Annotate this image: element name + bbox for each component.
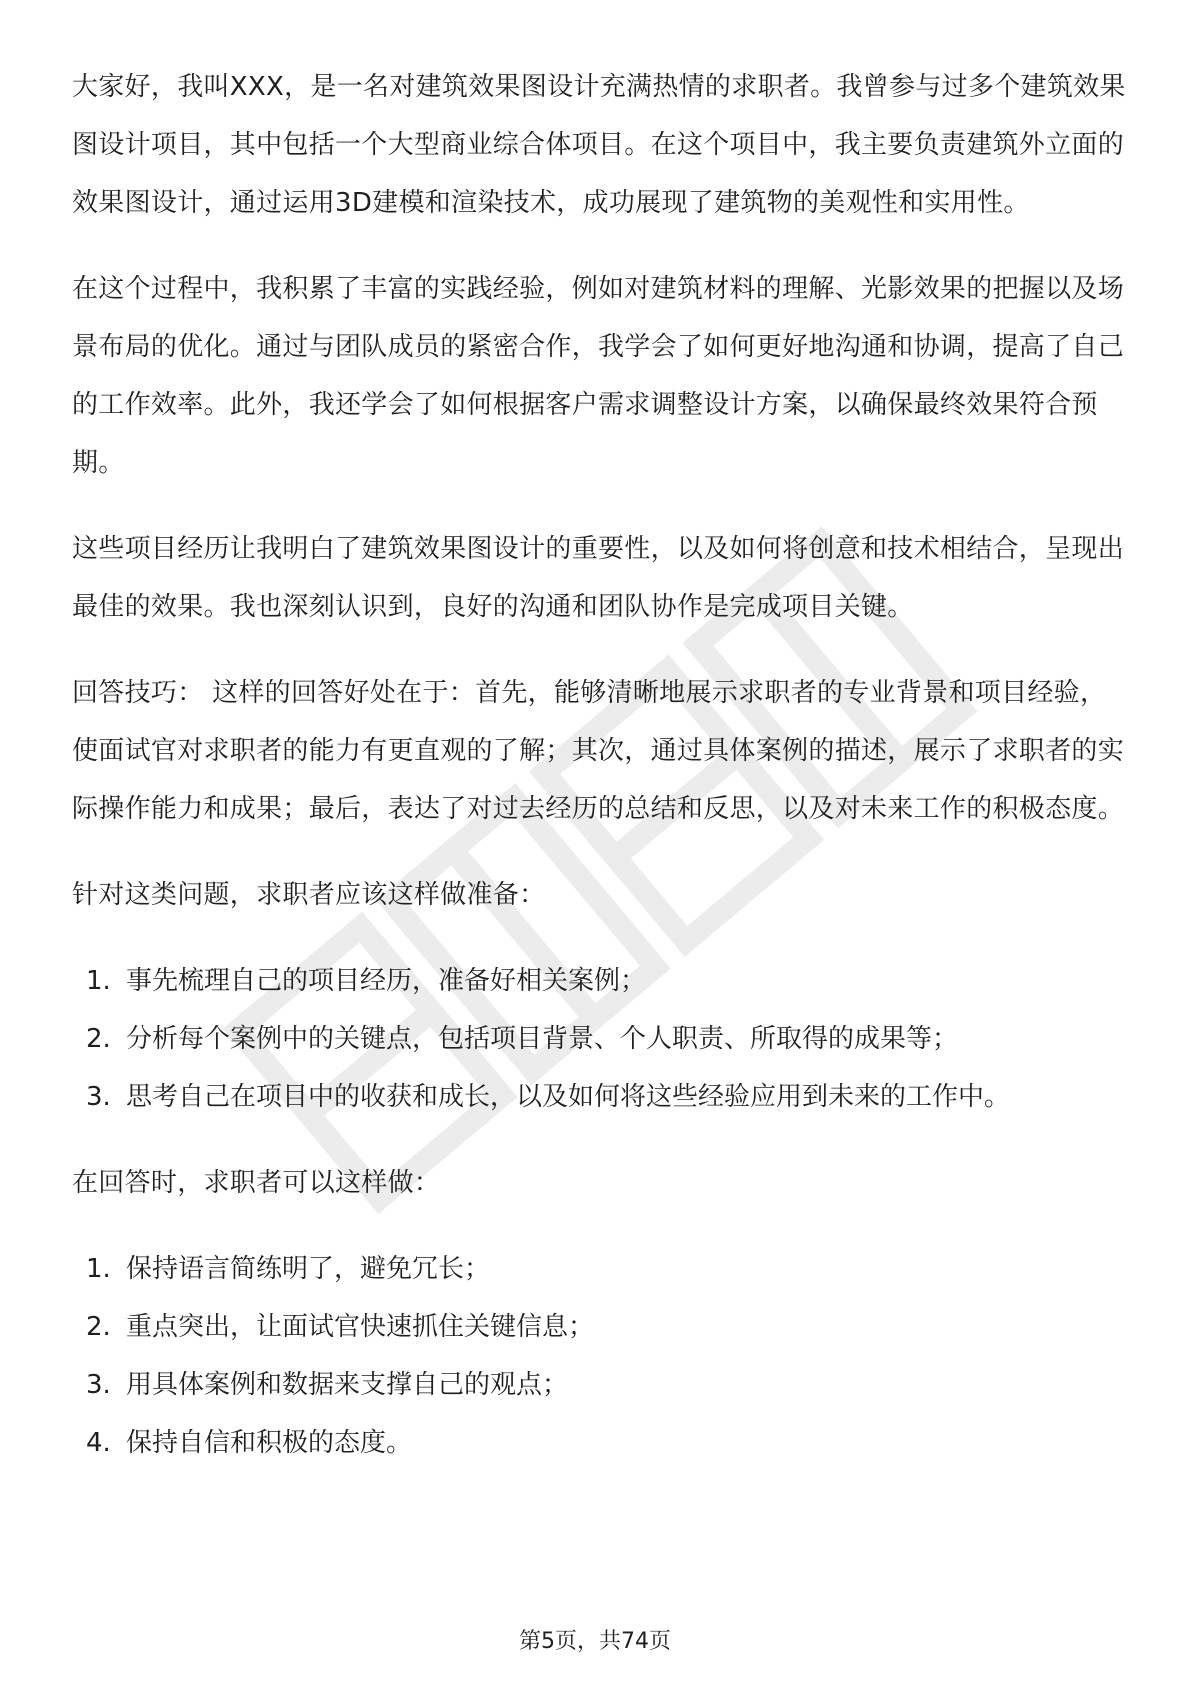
list-text: 重点突出，让面试官快速抓住关键信息； [126,1312,595,1342]
document-page [72,58,1128,1500]
answer-heading: 在回答时，求职者可以这样做： [72,1168,441,1198]
answer-list [72,1240,1128,1472]
list-item [72,1356,1128,1414]
list-item [72,1414,1128,1472]
list-number: 2. [86,1024,111,1054]
list-number: 3. [86,1082,111,1112]
page-footer: 第5页，共74页 [519,1629,671,1654]
tips-paragraph: 回答技巧： 这样的回答好处在于：首先，能够清晰地展示求职者的专业背景和项目经验，使面试官对求职者的能力有更直观的了解；其次，通过具体案例的描述，展示了求职者的实际操作能力和成果；最后，表达了对过去经历的总结和反思，以及对未来工作的积极态度。 [72,678,1125,824]
list-item [72,1240,1128,1298]
list-text: 分析每个案例中的关键点，包括项目背景、个人职责、所取得的成果等； [126,1024,959,1054]
list-number: 1. [86,1254,111,1284]
reflection-paragraph: 这些项目经历让我明白了建筑效果图设计的重要性，以及如何将创意和技术相结合，呈现出最佳的效果。我也深刻认识到，良好的沟通和团队协作是完成项目关键。 [72,534,1125,622]
list-number: 2. [86,1312,111,1342]
list-item [72,1068,1128,1126]
experience-paragraph: 在这个过程中，我积累了丰富的实践经验，例如对建筑材料的理解、光影效果的把握以及场景布局的优化。通过与团队成员的紧密合作，我学会了如何更好地沟通和协调，提高了自己的工作效率。此外，我还学会了如何根据客户需求调整设计方案，以确保最终效果符合预期。 [72,274,1125,478]
list-number: 1. [86,966,111,996]
list-item [72,1010,1128,1068]
list-text: 思考自己在项目中的收获和成长，以及如何将这些经验应用到未来的工作中。 [126,1082,1011,1112]
intro-paragraph: 大家好，我叫XXX，是一名对建筑效果图设计充满热情的求职者。我曾参与过多个建筑效果图设计项目，其中包括一个大型商业综合体项目。在这个项目中，我主要负责建筑外立面的效果图设计，通过运用3D建模和渲染技术，成功展现了建筑物的美观性和实用性。 [72,72,1126,218]
prep-list [72,952,1128,1126]
prep-heading: 针对这类问题，求职者应该这样做准备： [72,880,546,910]
list-text: 事先梳理自己的项目经历，准备好相关案例； [126,966,647,996]
list-number: 3. [86,1370,111,1400]
list-text: 用具体案例和数据来支撑自己的观点； [126,1370,569,1400]
list-text: 保持语言简练明了，避免冗长； [126,1254,491,1284]
list-number: 4. [86,1428,111,1458]
list-item [72,1298,1128,1356]
list-item [72,952,1128,1010]
list-text: 保持自信和积极的态度。 [126,1428,413,1458]
